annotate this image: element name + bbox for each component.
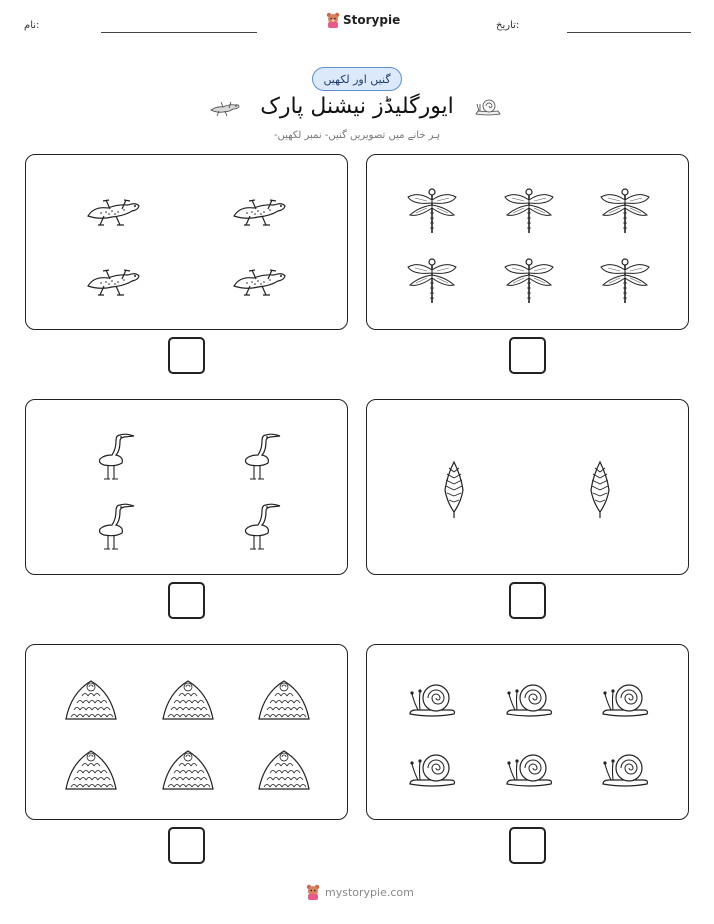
shell-mound-icon: [63, 677, 119, 723]
shell-mound-icon: [160, 747, 216, 793]
panel-egrets: [25, 399, 348, 575]
answer-box-shell-mounds[interactable]: [168, 827, 205, 864]
sawgrass-icon: [587, 456, 613, 520]
name-label: نام:: [24, 20, 40, 31]
answer-box-sawgrass[interactable]: [509, 582, 546, 619]
worksheet-title: ایورگلیڈز نیشنل پارک: [260, 94, 454, 119]
instruction-text: ہر خانے میں تصویریں گنیں- نمبر لکھیں-: [273, 130, 441, 141]
snail-icon: [406, 750, 458, 790]
panel-sawgrass: [366, 399, 689, 575]
dragonfly-icon: [598, 255, 652, 305]
panel-snails: [366, 644, 689, 820]
snail-icon: [406, 680, 458, 720]
shell-mound-icon: [256, 677, 312, 723]
lizard-icon: [84, 260, 142, 300]
shell-mound-icon: [63, 747, 119, 793]
snail-icon: [503, 750, 555, 790]
egret-icon: [90, 497, 136, 553]
shell-mound-icon: [256, 747, 312, 793]
brand-name: Storypie: [343, 13, 401, 27]
footer: [306, 884, 414, 900]
panel-shell-mounds: [25, 644, 348, 820]
activity-tag: گنیں اور لکھیں: [312, 67, 402, 91]
lizard-icon: [209, 96, 241, 120]
bear-icon: [306, 884, 320, 900]
date-label: تاریخ:: [496, 20, 520, 31]
snail-icon: [599, 750, 651, 790]
lizard-icon: [230, 190, 288, 230]
egret-icon: [236, 497, 282, 553]
lizard-icon: [230, 260, 288, 300]
panel-dragonflies: [366, 154, 689, 330]
snail-icon: [599, 680, 651, 720]
dragonfly-icon: [405, 185, 459, 235]
panel-lizards: [25, 154, 348, 330]
dragonfly-icon: [405, 255, 459, 305]
lizard-icon: [84, 190, 142, 230]
answer-box-snails[interactable]: [509, 827, 546, 864]
date-line[interactable]: [567, 32, 691, 33]
sawgrass-icon: [441, 456, 467, 520]
storypie-logo: [326, 12, 400, 28]
footer-url[interactable]: mystorypie.com: [325, 885, 414, 899]
shell-mound-icon: [160, 677, 216, 723]
snail-icon: [474, 96, 502, 118]
name-line[interactable]: [101, 32, 257, 33]
answer-box-lizards[interactable]: [168, 337, 205, 374]
dragonfly-icon: [598, 185, 652, 235]
dragonfly-icon: [502, 255, 556, 305]
answer-box-egrets[interactable]: [168, 582, 205, 619]
bear-icon: [326, 12, 340, 28]
answer-box-dragonflies[interactable]: [509, 337, 546, 374]
snail-icon: [503, 680, 555, 720]
dragonfly-icon: [502, 185, 556, 235]
egret-icon: [90, 427, 136, 483]
egret-icon: [236, 427, 282, 483]
